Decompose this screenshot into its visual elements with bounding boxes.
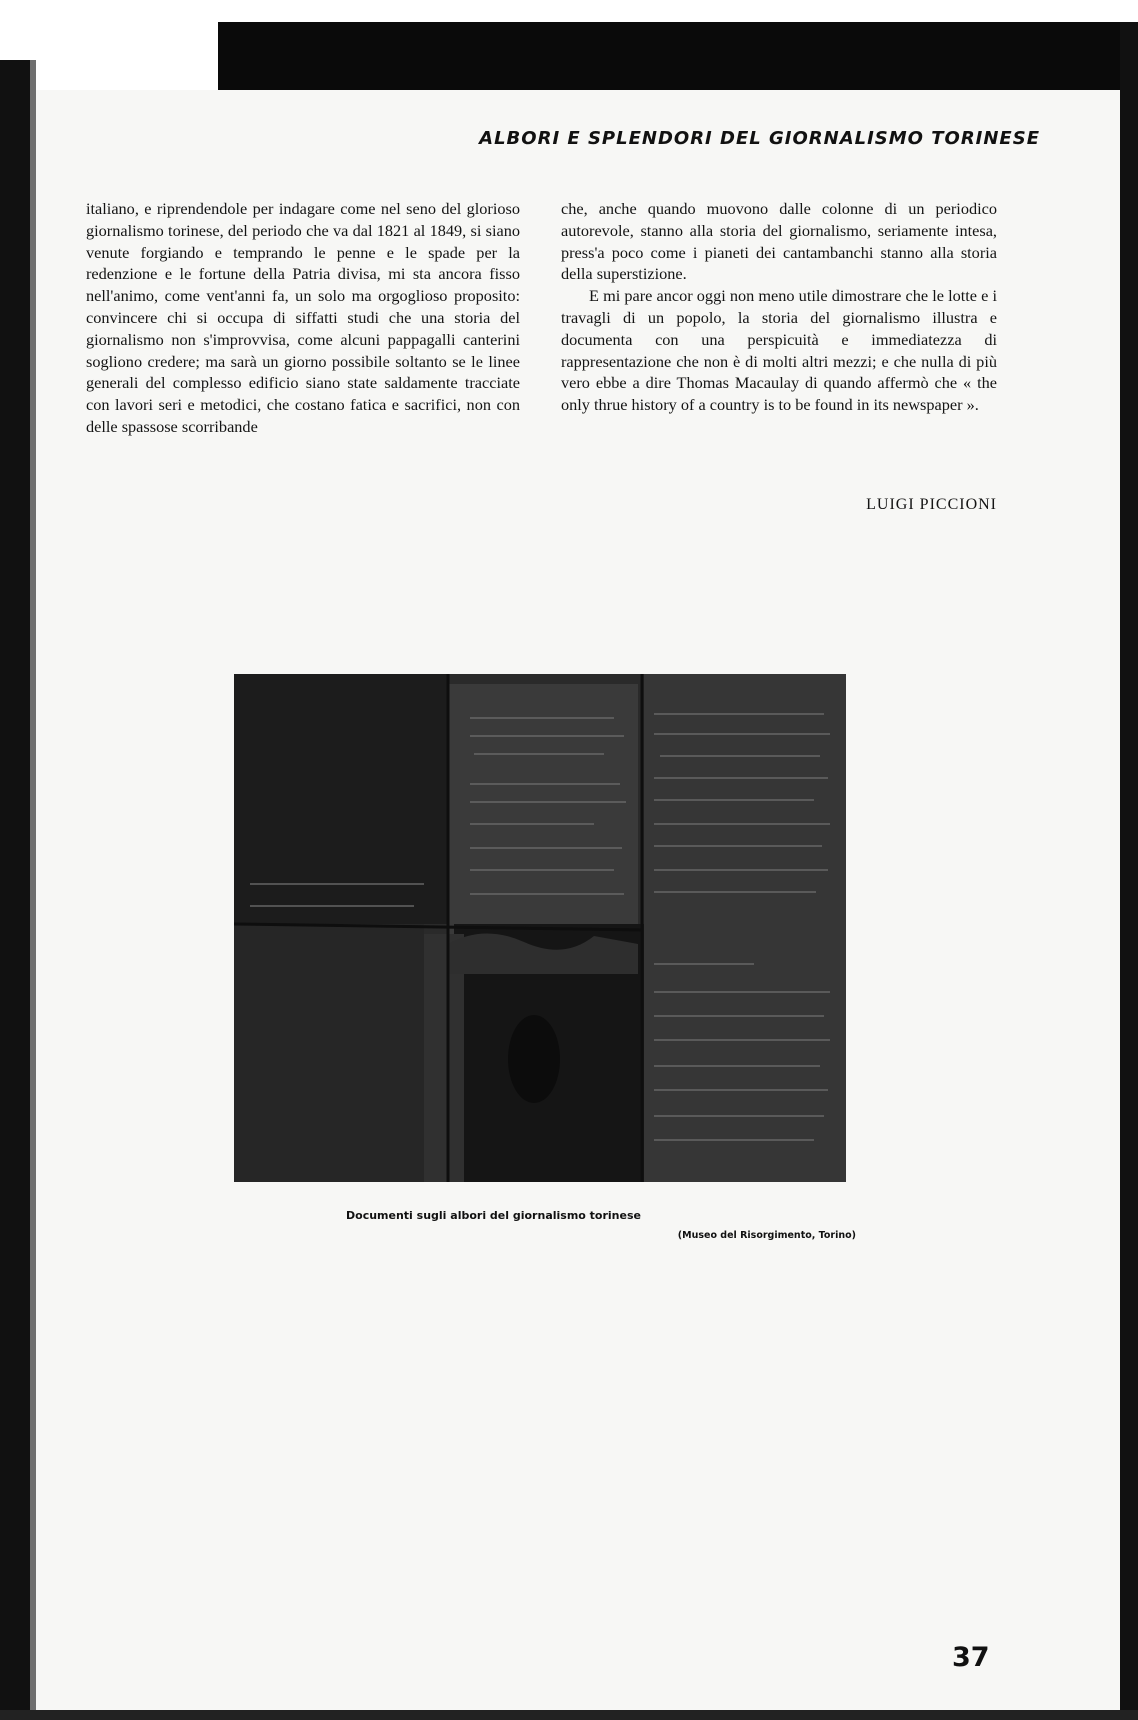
paragraph: E mi pare ancor oggi non meno utile dimostrare che le lotte e i travagli di un popolo, la storia del giornalismo illustra e documenta con una perspicuità e immediatezza di rappresentazione che non è di molti altri mezzi; e che nulla di più vero ebbe a dire Thomas Macaulay di quando affermò che « the only thrue history of a country is to be found in its newspaper ». — [561, 286, 997, 415]
caption-title: Documenti sugli albori del giornalismo torinese — [346, 1209, 641, 1222]
running-title: ALBORI E SPLENDORI DEL GIORNALISMO TORINESE — [479, 128, 1040, 149]
page-number: 37 — [952, 1642, 990, 1673]
caption-credit: (Museo del Risorgimento, Torino) — [677, 1230, 856, 1241]
article-column-left — [86, 198, 520, 438]
documents-photo-image — [234, 674, 846, 1182]
scan-right-edge — [1120, 22, 1138, 1720]
paragraph: italiano, e riprendendole per indagare come nel seno del glorioso giornalismo torinese, del periodo che va dal 1821 al 1849, si siano venute forgiando e temprando le penne e le spade per la redenzione e le fortune della Patria divisa, mi sta ancora fisso nell'animo, come vent'anni fa, un solo ma orgoglioso proposito: convincere chi si occupa di siffatti studi che una storia del giornalismo non s'improvvisa, come alcuni pappagalli canterini sogliono credere; ma sarà un giorno possibile soltanto se le linee generali del complesso edificio siano state saldamente tracciate con lavori seri e metodici, che costano fatica e sacrifici, non con delle spassose scorribande — [86, 199, 520, 436]
historical-documents-photo — [234, 674, 846, 1182]
scan-left-edge — [0, 60, 30, 1720]
figure-caption — [346, 1206, 856, 1246]
article-column-right — [561, 198, 997, 416]
paragraph: che, anche quando muovono dalle colonne di un periodico autorevole, stanno alla storia del giornalismo, seriamente intesa, press'a poco come i pianeti dei cantambanchi stanno alla storia della superstizione. — [561, 199, 997, 284]
scan-dark-bar — [218, 22, 1138, 90]
scan-bottom-edge — [0, 1710, 1138, 1720]
author-signature: LUIGI PICCIONI — [866, 496, 997, 513]
scan-margin-top — [0, 0, 1138, 24]
